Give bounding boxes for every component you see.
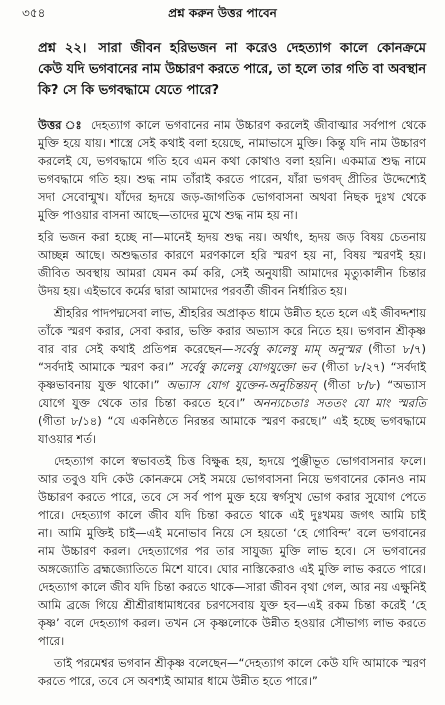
text-run: আমি ব্রজে গিয়ে শ্রীশ্রীরাধামাধবের চরণসেবায় যুক্ত হব—এই রকম চিন্তা করেই ‘হে (38, 598, 426, 612)
text-run: পারে। (38, 634, 65, 648)
text-run: উচ্চারণ করতে পারে, তবে সে সর্ব পাপ মুক্ত হয়ে স্বর্গসুখ ভোগ করার সুযোগ পেতে (38, 490, 426, 504)
answer-line (38, 264, 426, 282)
answer-line (38, 578, 426, 596)
question-line (38, 59, 426, 80)
text-run: কৃষ্ণভাবনায় যুক্ত থাকো।” (38, 378, 167, 392)
answer-line (38, 358, 426, 376)
text-run: মুক্তি পাওয়ার বাসনা আছে—তাদের মুখে শুদ্ধ নাম হয় না। (38, 208, 298, 222)
text-run: (গীতা ৮/২৭) “সর্বদাই (315, 360, 426, 374)
text-run: তাঁকে স্মরণ করার, সেবা করার, ভক্তি করার অভ্যাস করে নিতে হয়। ভগবান শ্রীকৃষ্ণ (38, 324, 426, 338)
answer-line (38, 452, 426, 470)
text-run: “সর্বদাই আমাকে স্মরণ কর।” (38, 360, 180, 374)
answer-paragraph (38, 228, 426, 300)
text-run: না। আমি মুক্তিই চাই—এই মনোভাব নিয়ে সে হয়তো ‘হে গোবিন্দ’ বলে ভগবানের (38, 526, 426, 540)
text-run: বার বার সেই কথাই প্রতিপন্ন করেছেন— (38, 342, 234, 356)
running-title: প্রশ্ন করুন উত্তর পাবেন (168, 6, 277, 20)
text-run: কি? সে কি ভগবদ্ধামে যেতে পারে? (38, 83, 220, 98)
text-run: মুক্তি হয়ে যায়। শাস্ত্রে সেই কথাই বলা হয়েছে, নামাভাসে মুক্তি। কিন্তু যদি নাম উচ্চারণ (38, 136, 426, 150)
answer-line (38, 412, 426, 430)
text-run: করতে পারে, তবে সে অবশ্যই আমার ধামে উন্নীত হতে পারে।” (38, 674, 318, 688)
answer-line (38, 246, 426, 264)
answer-line (38, 632, 426, 650)
text-run: সারা জীবন হরিভজন না করেও দেহত্যাগ কালে কোনক্রমে (98, 41, 426, 56)
question-block (38, 38, 426, 101)
text-run: শ্রীহরির পাদপদ্মসেবা লাভ, শ্রীহরির অপ্রাকৃত ধামে উন্নীত হতে হলে এই জীবদ্দশায় (54, 306, 426, 320)
answer-line (38, 614, 426, 632)
answer-line (38, 470, 426, 488)
text-run: যোগে যুক্ত থেকে তার চিন্তা করতে হবে।” (38, 396, 253, 410)
answer-paragraph (38, 304, 426, 448)
text-run: করলেই যে, ভগবদ্ধামে গতি হবে এমন কথা কোথাও বলা হয়নি। একমাত্র শুদ্ধ নামে (38, 154, 426, 168)
question-line (38, 80, 426, 101)
answer-paragraph (38, 116, 426, 224)
answer-line (38, 282, 426, 300)
text-run: সদা সেবোন্মুখ। যাঁদের হৃদয়ে জড়-জাগতিক ভোগবাসনা অথবা নিছক দুঃখ থেকে (38, 190, 426, 204)
text-run: যাওয়ার শর্ত। (38, 432, 97, 446)
verse-quote: সর্বেষু কালেষু যোগযুক্তো ভব (179, 360, 316, 374)
answer-line (38, 134, 426, 152)
verse-quote: অভ্যাস যোগ যুক্তেন-অনুচিন্তয়ন্ (166, 378, 317, 392)
text-run: কেউ যদি ভগবানের নাম উচ্চারণ করতে পারে, তা হলে তার গতি বা অবস্থান (38, 62, 426, 77)
text-run: নাম উচ্চারণ করল। দেহত্যাগের পর তার সাযুজ্য মুক্তি লাভ হবে। সে ভগবানের (38, 544, 426, 558)
answer-line (38, 340, 426, 358)
answer-paragraph (38, 452, 426, 650)
answer-line (38, 430, 426, 448)
answer-line (38, 542, 426, 560)
text-run: দেহত্যাগ কালে স্বভাবতই চিত্ত বিক্ষুব্ধ হয়, হৃদয়ে পুঞ্জীভূত ভোগবাসনার ফলে। (54, 454, 426, 468)
text-run: (গীতা ৮/৭) (360, 342, 426, 356)
text-run: পারে। দেহত্যাগ কালে জীব যদি চিন্তা করতে থাকে এই দুঃখময় জগৎ আমি চাই (38, 508, 426, 522)
text-run: জীবিত অবস্থায় আমরা যেমন কর্ম করি, সেই অনুযায়ী আমাদের মৃত্যুকালীন চিন্তার (38, 266, 426, 280)
text-run: আর তবুও যদি কেউ কোনক্রমে সেই সময়ে ভোগবাসনা নিয়ে ভগবানের কোনও নাম (38, 472, 426, 486)
answer-line (38, 188, 426, 206)
answer-line (38, 304, 426, 322)
text-run: ভগবদ্ধামে গতি হয়। শুদ্ধ নাম তাঁরাই করতে পারেন, যাঁরা ভগবদ্ প্রীতির উদ্দেশ্যেই (38, 172, 426, 186)
text-run: দেহত্যাগ কালে জীব যদি চিন্তা করতে থাকে—সারা জীবন বৃথা গেল, আর নয় এক্ষুনিই (38, 580, 426, 594)
answer-label: উত্তর ঃ (38, 118, 83, 132)
text-run: (গীতা ৮/৮) “অভ্যাস (316, 378, 426, 392)
text-run: উদয় হয়। এইভাবে কর্মের দ্বারা আমাদের পরবর্তী জীবন নির্ধারিত হয়। (38, 284, 347, 298)
text-run: দেহত্যাগ কালে ভগবানের নাম উচ্চারণ করলেই জীবাত্মার সর্বপাপ থেকে (91, 118, 426, 132)
question-label: প্রশ্ন ২২। (38, 41, 87, 56)
text-run: হরি ভজন করা হচ্ছে না—মানেই হৃদয় শুদ্ধ নয়। অর্থাৎ, হৃদয় জড় বিষয় চেতনায় (38, 230, 426, 244)
answer-block (38, 116, 426, 690)
answer-line (38, 560, 426, 578)
answer-line (38, 596, 426, 614)
text-run: তাই পরমেশ্বর ভগবান শ্রীকৃষ্ণ বলেছেন—“দেহত্যাগ কালে কেউ যদি আমাকে স্মরণ (54, 656, 426, 670)
answer-line (38, 654, 426, 672)
text-run: (গীতা ৮/১৪) “যে একনিষ্ঠতে নিরন্তর আমাকে স্মরণ করছে।” এই হচ্ছে ভগবদ্ধামে (38, 414, 426, 428)
answer-line (38, 170, 426, 188)
answer-line (38, 488, 426, 506)
text-run: আচ্ছন্ন আছে। অশুদ্ধতার কারণে মরণকালে হরি স্মরণ হয় না, বিষয় স্মরণই হয়। (38, 248, 426, 262)
answer-line (38, 152, 426, 170)
answer-line (38, 394, 426, 412)
question-line (38, 38, 426, 59)
answer-line (38, 376, 426, 394)
answer-line (38, 322, 426, 340)
verse-quote: সর্বেষু কালেষু মাম্ অনুস্মর (233, 342, 361, 356)
answer-line (38, 116, 426, 134)
answer-line (38, 506, 426, 524)
answer-line (38, 672, 426, 690)
verse-quote: অনন্যচেতাঃ সততং যো মাং স্মরতি (252, 396, 426, 410)
answer-line (38, 206, 426, 224)
text-run: কৃষ্ণ’ বলে দেহত্যাগ করল। তখন সে কৃষ্ণলোকে উন্নীত হওয়ার সৌভাগ্য লাভ করতে (38, 616, 426, 630)
answer-line (38, 228, 426, 246)
text-run: অঙ্গজ্যোতি ব্রহ্মজ্যোতিতে মিশে যাবে। ঘোর নাস্তিকেরাও এই মুক্তি লাভ করতে পারে। (38, 562, 426, 576)
page-number: ৩৫৪ (22, 6, 46, 20)
answer-paragraph (38, 654, 426, 690)
answer-line (38, 524, 426, 542)
